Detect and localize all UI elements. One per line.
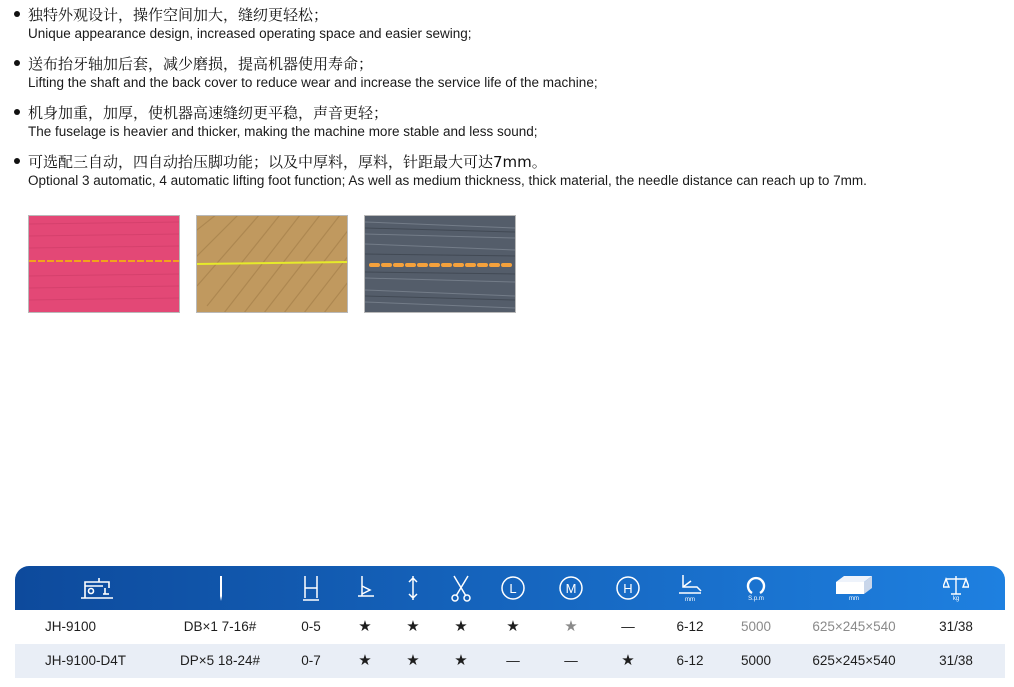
needle-cell: DP×5 18-24# (180, 653, 260, 668)
reverse-feed-icon (401, 566, 425, 610)
scissors-cell: ★ (454, 652, 468, 669)
reverse-cell: ★ (406, 652, 420, 669)
table-row (15, 644, 1005, 678)
foot-lift-cell: 6-12 (676, 619, 704, 634)
feature-text-en: Lifting the shaft and the back cover to reduce wear and increase the service life of the machine; (28, 75, 598, 90)
foot-lift-cell: 6-12 (676, 653, 704, 668)
bullet-icon (14, 11, 20, 17)
h-cell: ★ (621, 652, 635, 669)
m-cell: — (564, 653, 578, 668)
size-cell: 625×245×540 (812, 653, 896, 668)
feature-text-en: Unique appearance design, increased operating space and easier sewing; (28, 26, 472, 41)
stitch-cell: 0-5 (301, 619, 321, 634)
spec-table (15, 566, 1005, 678)
feature-text-en: The fuselage is heavier and thicker, making the machine more stable and less sound; (28, 124, 538, 139)
stitch-sample-denim-fabric (364, 215, 516, 313)
weight-cell: 31/38 (939, 619, 973, 634)
spec-table-header (15, 566, 1005, 610)
speed-icon (740, 566, 772, 610)
stitch-unit: mm (685, 597, 695, 603)
l-cell: ★ (506, 618, 520, 635)
trimmer-cell: ★ (358, 618, 372, 635)
sewing-machine-icon (75, 566, 119, 610)
feature-item (14, 55, 1004, 92)
stitch-sample-khaki-fabric (196, 215, 348, 313)
feature-title-zh: 机身加重，加厚，使机器高速缝纫更平稳，声音更轻； (28, 104, 389, 122)
feature-title-zh: 可选配三自动，四自动抬压脚功能；以及中厚料，厚料，针距最大可达7mm。 (28, 153, 547, 171)
bullet-icon (14, 158, 20, 164)
feature-item (14, 104, 1004, 141)
m-letter: M (565, 581, 577, 596)
stitch-sample-pink-fabric (28, 215, 180, 313)
feature-title-zh: 独特外观设计，操作空间加大，缝纫更轻松； (28, 6, 329, 24)
h-circle-icon (613, 566, 643, 610)
bullet-icon (14, 109, 20, 115)
feature-list (14, 6, 1004, 202)
l-letter: L (509, 581, 517, 596)
l-circle-icon (498, 566, 528, 610)
weight-unit: kg (952, 596, 960, 602)
size-cell: 625×245×540 (812, 619, 896, 634)
needle-cell: DB×1 7-16# (183, 619, 257, 634)
model-cell: JH-9100-D4T (45, 653, 127, 668)
speed-cell: 5000 (740, 619, 772, 634)
size-unit: mm (849, 596, 859, 602)
stitch-sample-gallery (28, 215, 518, 312)
feature-text-en: Optional 3 automatic, 4 automatic lifting foot function; As well as medium thickness, thick material, the needle distance can reach up to 7mm. (28, 173, 867, 188)
feature-title-zh: 送布抬牙轴加后套，减少磨损，提高机器使用寿命； (28, 55, 374, 73)
presser-foot-icon (299, 566, 323, 610)
stitch-cell: 0-7 (301, 653, 321, 668)
weight-cell: 31/38 (939, 653, 973, 668)
speed-unit: S.p.m (748, 596, 764, 602)
h-cell: — (621, 619, 635, 634)
m-circle-icon (556, 566, 586, 610)
stitch-length-icon (675, 566, 705, 610)
package-size-icon (831, 566, 877, 610)
bullet-icon (14, 60, 20, 66)
model-cell: JH-9100 (45, 619, 97, 634)
scissors-icon (447, 566, 475, 610)
l-cell: — (506, 653, 520, 668)
speed-cell: 5000 (740, 653, 772, 668)
weight-scale-icon (940, 566, 972, 610)
h-letter: H (623, 581, 633, 596)
table-row (15, 610, 1005, 644)
needle-icon (209, 566, 233, 610)
scissors-cell: ★ (454, 618, 468, 635)
thread-trimmer-icon (351, 566, 379, 610)
feature-item (14, 6, 1004, 43)
reverse-cell: ★ (406, 618, 420, 635)
trimmer-cell: ★ (358, 652, 372, 669)
feature-item (14, 153, 1004, 190)
m-cell: ★ (564, 618, 578, 635)
